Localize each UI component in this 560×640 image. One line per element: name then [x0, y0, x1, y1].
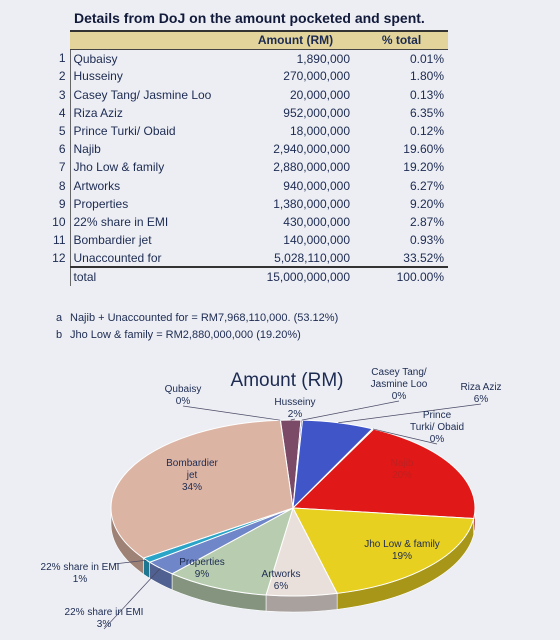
row-amount: 2,940,000,000: [273, 142, 350, 157]
pie-leader-0: [183, 406, 280, 420]
row-name: Casey Tang/ Jasmine Loo: [70, 86, 238, 104]
row-pct: 0.01%: [409, 51, 444, 66]
row-name: Prince Turki/ Obaid: [70, 122, 238, 140]
row-number: 11: [53, 233, 66, 248]
row-pct: 9.20%: [409, 196, 444, 211]
note-letter: b: [56, 329, 63, 341]
row-number: 1: [58, 51, 66, 66]
row-amount: 20,000,000: [289, 87, 350, 102]
pie-leader-2: [302, 401, 399, 420]
row-number: 10: [52, 214, 66, 229]
row-amount: 5,028,110,000: [238, 249, 356, 267]
row-number: 7: [58, 160, 66, 175]
row-name: Properties: [70, 195, 238, 213]
row-number: 2: [58, 69, 66, 84]
row-amount: 952,000,000: [283, 105, 350, 120]
pie-label-11: Bombardier jet 34%: [166, 458, 218, 493]
pie-label-5: Najib 20%: [390, 458, 414, 481]
pie-label-4: Prince Turki/ Obaid 0%: [409, 410, 465, 445]
pie-label-6: Jho Low & family 19%: [364, 539, 440, 562]
pie-leader-3: [338, 404, 481, 423]
row-pct: 33.52%: [356, 249, 448, 267]
pie-leader-9: [104, 568, 160, 629]
row-amount: 2,880,000,000: [273, 160, 350, 175]
row-pct: 0.13%: [409, 87, 444, 102]
row-number: 6: [58, 142, 66, 157]
pie-label-9: 22% share in EMI 3%: [64, 607, 144, 630]
pie-label-8: Properties 9%: [179, 557, 225, 580]
row-number: 4: [58, 105, 66, 120]
row-name: 22% share in EMI: [70, 213, 238, 231]
pie-label-10: 22% share in EMI 1%: [40, 562, 120, 585]
total-pct: 100.00%: [356, 267, 448, 285]
pie-label-1: Husseiny 2%: [274, 397, 316, 420]
row-pct: 6.35%: [409, 105, 444, 120]
total-label: total: [70, 267, 238, 285]
header-amount: Amount (RM): [238, 31, 356, 49]
row-number: 12: [52, 251, 66, 266]
row-amount: 18,000,000: [289, 124, 350, 139]
pie-label-7: Artworks 6%: [261, 569, 301, 592]
row-name: Husseiny: [70, 67, 238, 85]
note-text: Jho Low & family = RM2,880,000,000 (19.20%): [70, 329, 301, 341]
row-name: Jho Low & family: [70, 158, 238, 176]
row-amount: 1,890,000: [296, 51, 350, 66]
row-amount: 270,000,000: [283, 69, 350, 84]
row-number: 3: [58, 87, 66, 102]
row-pct: 19.20%: [403, 160, 444, 175]
row-amount: 430,000,000: [283, 214, 350, 229]
document-title: Details from DoJ on the amount pocketed and spent.: [74, 10, 425, 26]
row-name: Najib: [70, 140, 238, 158]
chart-title: Amount (RM): [230, 370, 344, 391]
note-text: Najib + Unaccounted for = RM7,968,110,000. (53.12%): [70, 312, 339, 324]
row-pct: 1.80%: [409, 69, 444, 84]
row-amount: 140,000,000: [283, 233, 350, 248]
row-pct: 2.87%: [409, 214, 444, 229]
pie-label-0: Qubaisy 0%: [164, 384, 202, 407]
row-number: 5: [58, 124, 66, 139]
note-letter: a: [56, 312, 63, 324]
row-number: 8: [58, 178, 66, 193]
row-pct: 0.12%: [409, 124, 444, 139]
row-amount: 1,380,000,000: [273, 196, 350, 211]
row-name: Bombardier jet: [70, 231, 238, 249]
total-amount: 15,000,000,000: [238, 267, 356, 285]
row-name: Unaccounted for: [70, 249, 238, 267]
row-pct: 0.93%: [409, 233, 444, 248]
row-name: Artworks: [70, 177, 238, 195]
row-pct: 6.27%: [409, 178, 444, 193]
row-pct: 19.60%: [403, 142, 444, 157]
header-pct: % total: [356, 31, 448, 49]
pie-label-2: Casey Tang/ Jasmine Loo 0%: [370, 367, 428, 402]
row-number: 9: [58, 196, 66, 211]
pie-label-3: Riza Aziz 6%: [460, 382, 502, 405]
row-amount: 940,000,000: [283, 178, 350, 193]
row-name: Riza Aziz: [70, 104, 238, 122]
row-name: Qubaisy: [70, 49, 238, 67]
